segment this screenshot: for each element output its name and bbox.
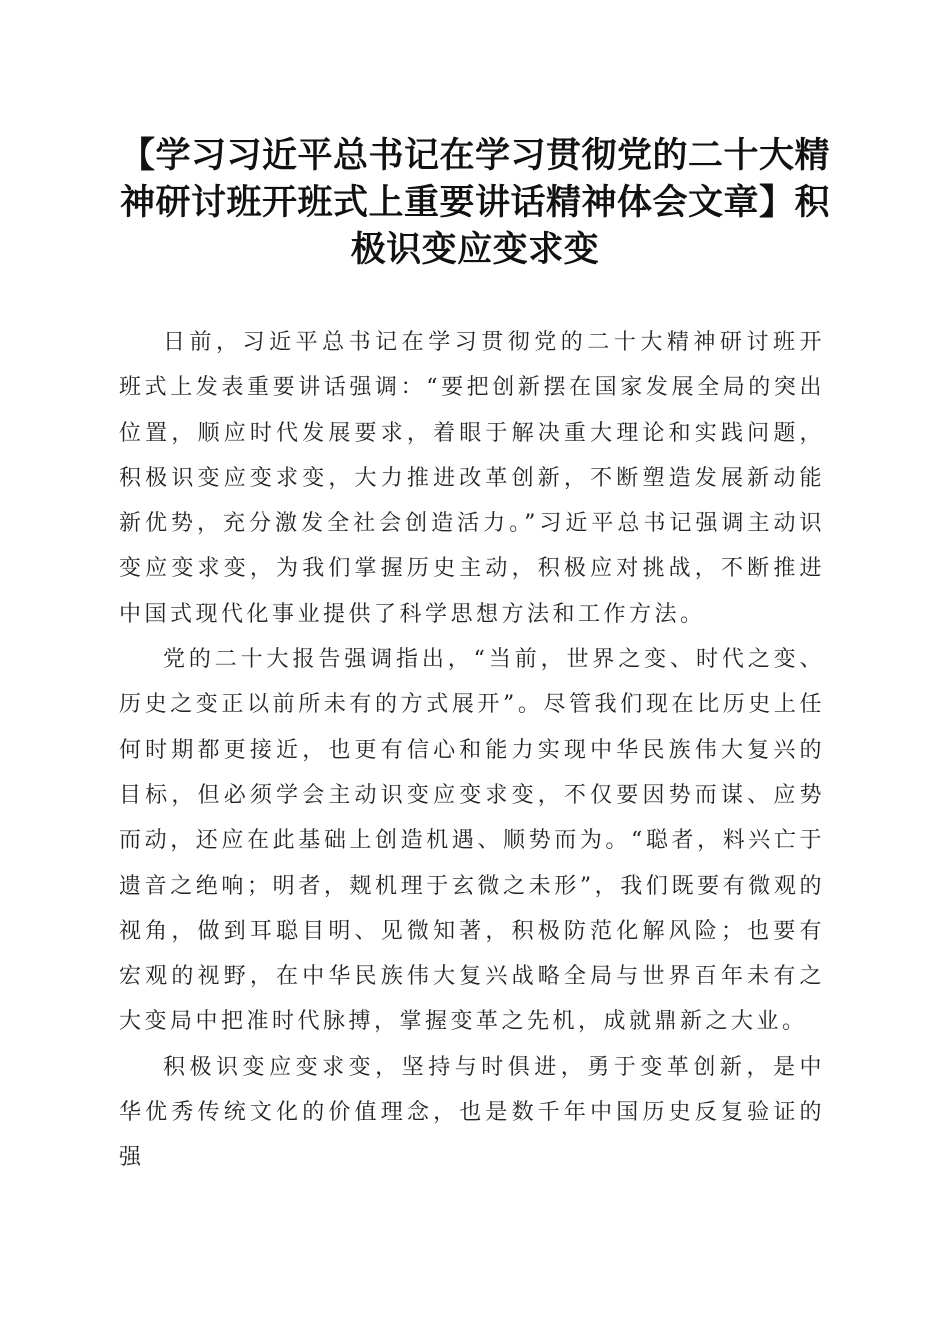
- body-paragraph: 党的二十大报告强调指出，“当前，世界之变、时代之变、历史之变正以前所未有的方式展开”。尽管我们现在比历史上任何时期都更接近，也更有信心和能力实现中华民族伟大复兴的目标，但必须学会主动识变应变求变，不仅要因势而谋、应势而动，还应在此基础上创造机遇、顺势而为。“聪者，料兴亡于遗音之绝响；明者，觌机理于玄微之未形”，我们既要有微观的视角，做到耳聪目明、见微知著，积极防范化解风险；也要有宏观的视野，在中华民族伟大复兴战略全局与世界百年未有之大变局中把准时代脉搏，掌握变革之先机，成就鼎新之大业。: [119, 647, 825, 1035]
- body-paragraph: 日前，习近平总书记在学习贯彻党的二十大精神研讨班开班式上发表重要讲话强调：“要把创新摆在国家发展全局的突出位置，顺应时代发展要求，着眼于解决重大理论和实践问题，积极识变应变求变，大力推进改革创新，不断塑造发展新动能新优势，充分激发全社会创造活力。”习近平总书记强调主动识变应变求变，为我们掌握历史主动，积极应对挑战，不断推进中国式现代化事业提供了科学思想方法和工作方法。: [119, 330, 825, 627]
- body-paragraph: 积极识变应变求变，坚持与时俱进，勇于变革创新，是中华优秀传统文化的价值理念，也是数千年中国历史反复验证的强: [119, 1054, 825, 1171]
- document-body: [119, 320, 825, 1181]
- document-title: 【学习习近平总书记在学习贯彻党的二十大精神研讨班开班式上重要讲话精神体会文章】积极识变应变求变: [119, 135, 830, 270]
